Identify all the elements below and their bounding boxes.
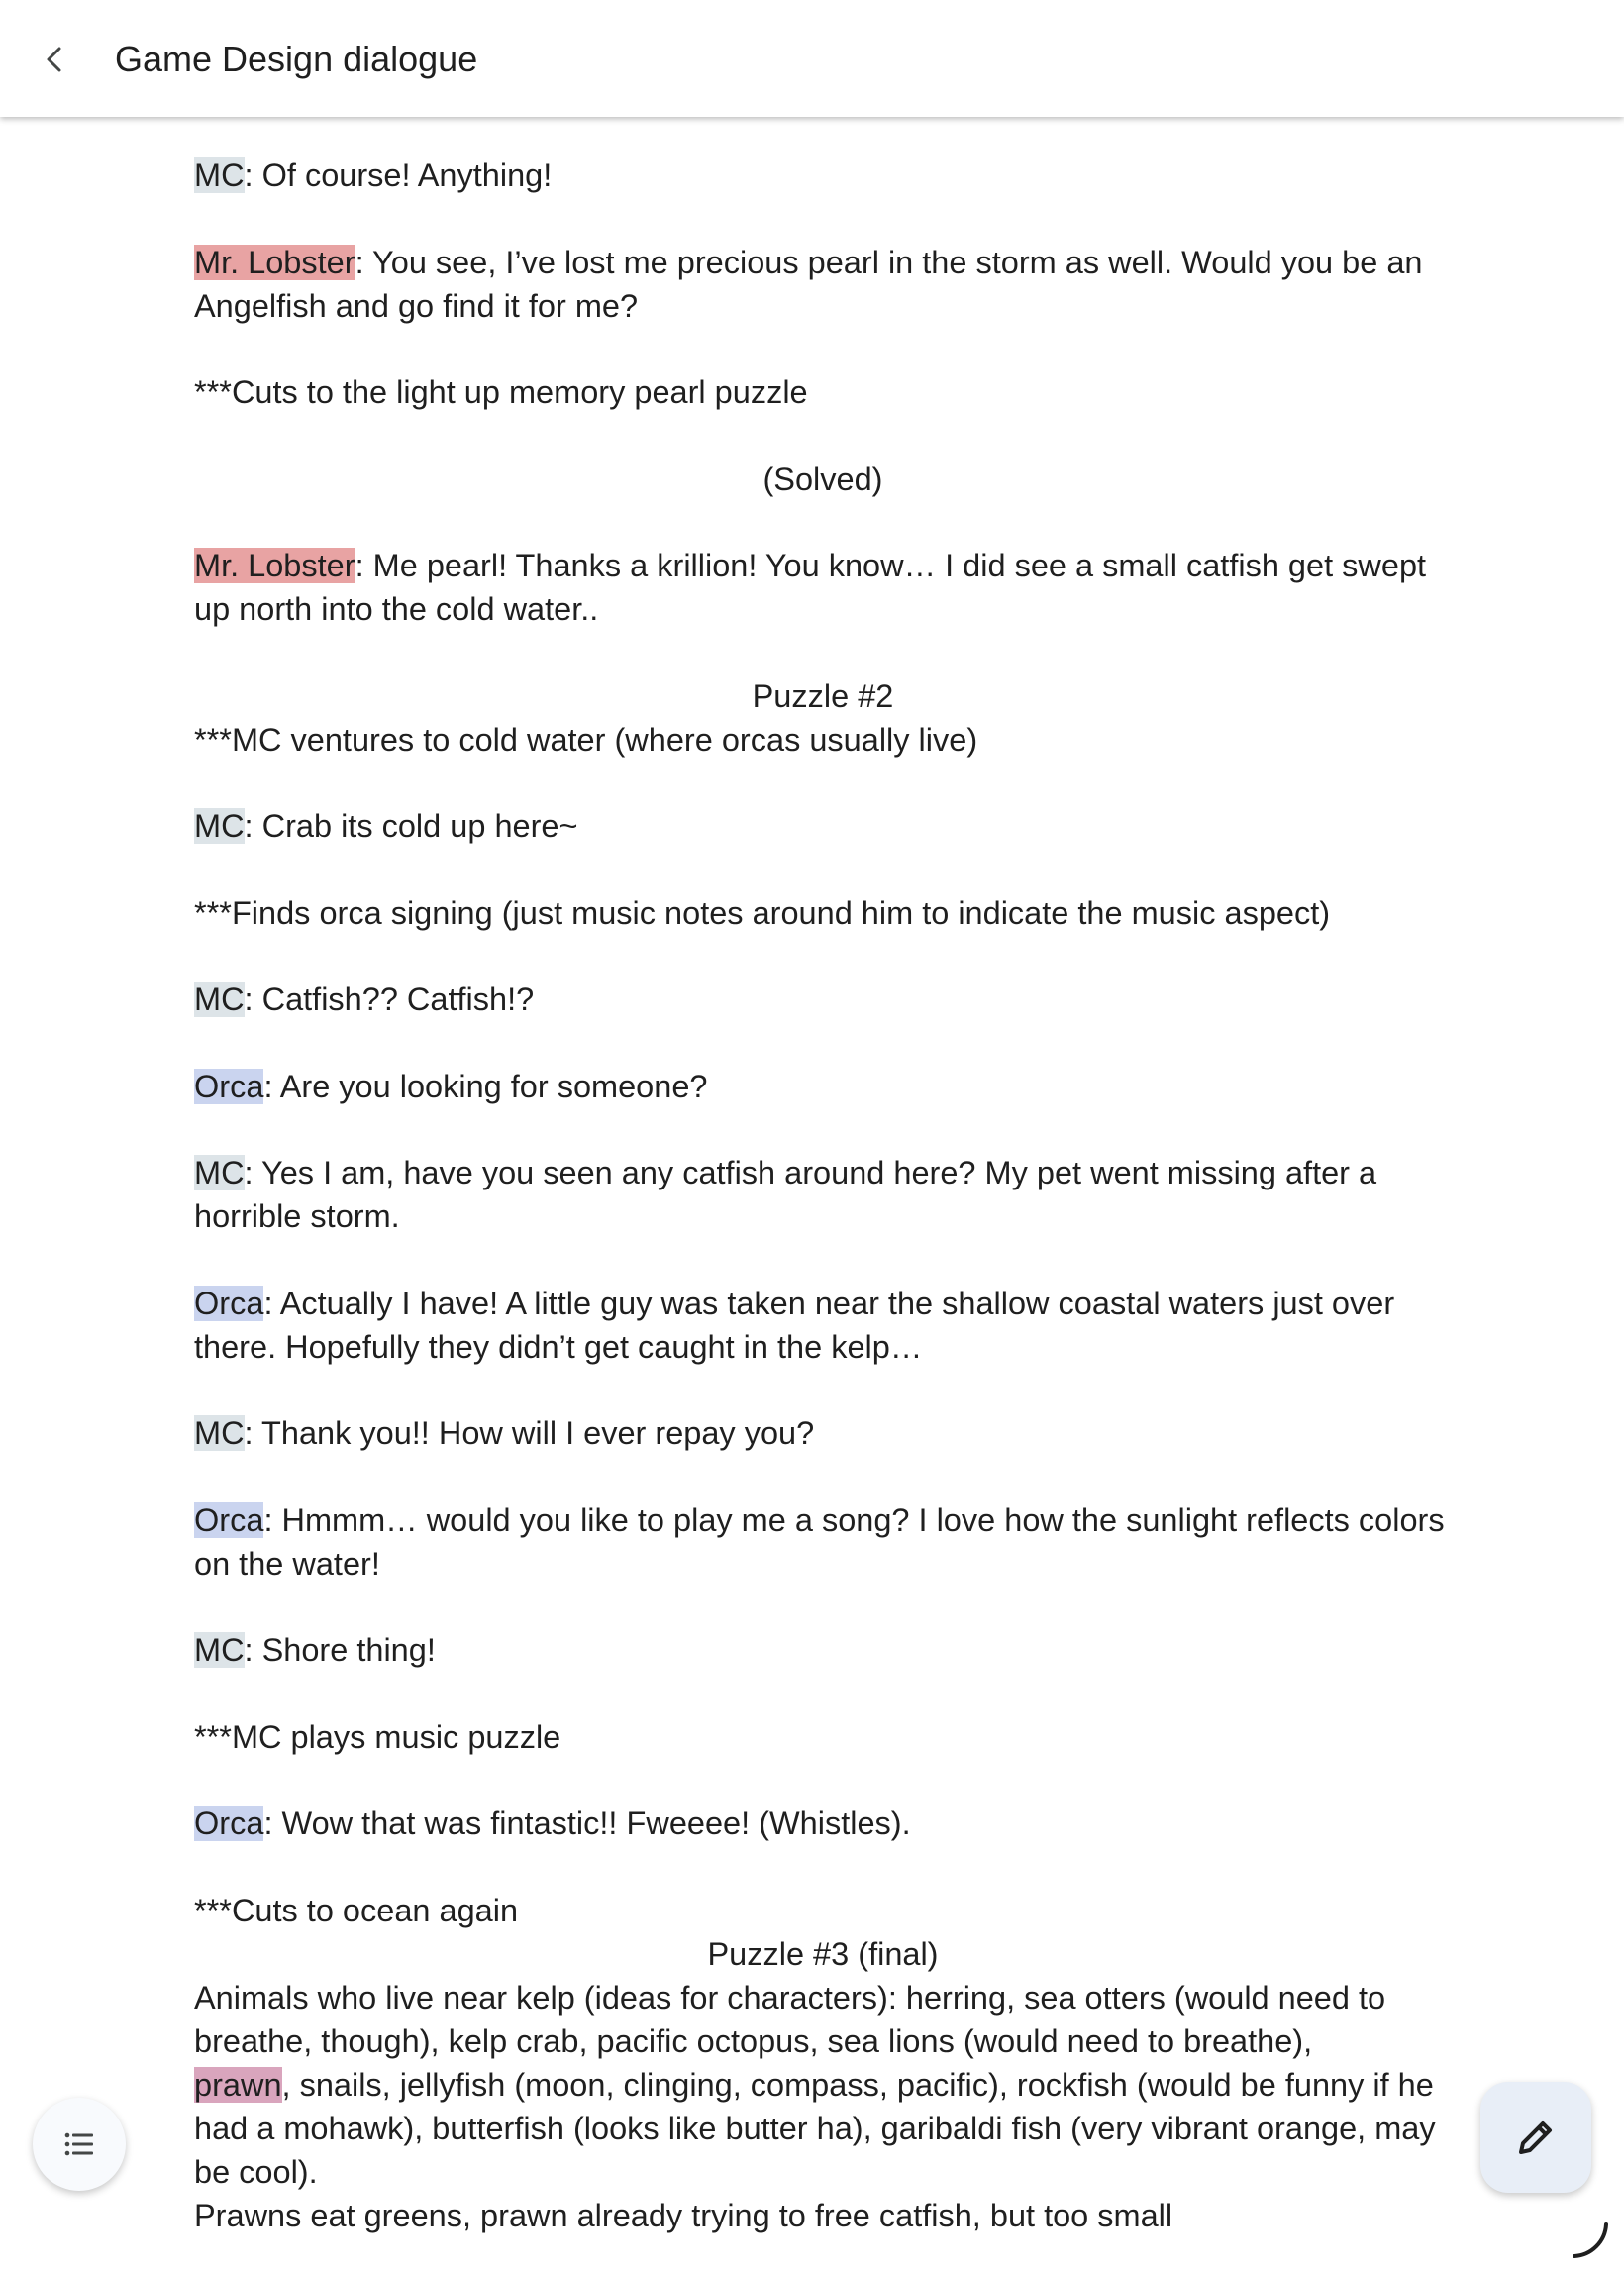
notes-paragraph: Prawns eat greens, prawn already trying to free catfish, but too small (194, 2197, 1173, 2233)
speaker-mc: MC (194, 808, 245, 844)
line-text: : Shore thing! (244, 1632, 436, 1668)
stage-direction: ***Finds orca signing (just music notes around him to indicate the music aspect) (194, 894, 1331, 931)
line-text: : Actually I have! A little guy was taken near the shallow coastal waters just over there. Hopefully they didn’t get caught in the kelp… (194, 1285, 1395, 1365)
edit-button[interactable] (1480, 2082, 1591, 2193)
dialogue-line (194, 1065, 1452, 1108)
puzzle-heading: Puzzle #2 (752, 677, 894, 714)
line-text: : Yes I am, have you seen any catfish around here? My pet went missing after a horrible storm. (194, 1155, 1377, 1234)
dialogue-line (194, 804, 1452, 848)
list-outline-icon (61, 2126, 97, 2162)
pencil-edit-icon (1512, 2114, 1560, 2161)
line-text: , snails, jellyfish (moon, clinging, compass, pacific), rockfish (would be funny if he had a mohawk), butterfish (looks like butter ha), garibaldi fish (very vibrant orange, may be cool). (194, 2066, 1436, 2190)
line-text: : Hmmm… would you like to play me a song? I love how the sunlight reflects colors on the water! (194, 1501, 1445, 1582)
notes-paragraph: Animals who live near kelp (ideas for characters): herring, sea otters (would need to breathe, though), kelp crab, pacific octopus, sea lions (would need to breathe), (194, 1979, 1386, 2059)
speaker-mr-lobster: Mr. Lobster (194, 244, 355, 280)
speaker-mc: MC (194, 1632, 245, 1668)
dialogue-line (194, 1802, 1452, 1845)
speaker-mc: MC (194, 157, 245, 193)
stage-direction: ***Cuts to the light up memory pearl puzzle (194, 374, 808, 410)
app-bar (0, 0, 1624, 117)
loading-spinner-icon (1569, 2219, 1612, 2262)
document-title: Game Design dialogue (115, 39, 478, 79)
dialogue-line (194, 1411, 1452, 1455)
dialogue-line (194, 544, 1452, 631)
line-text: : Of course! Anything! (244, 157, 553, 193)
dialogue-line (194, 1628, 1452, 1672)
speaker-orca: Orca (194, 1806, 264, 1841)
dialogue-line (194, 154, 1452, 197)
dialogue-line (194, 978, 1452, 1021)
outline-button[interactable] (33, 2098, 126, 2191)
speaker-mc: MC (194, 1415, 245, 1451)
line-text: : Catfish?? Catfish!? (244, 982, 535, 1017)
speaker-mc: MC (194, 1155, 245, 1190)
line-text: : Are you looking for someone? (263, 1068, 708, 1104)
chevron-left-icon (40, 44, 71, 75)
speaker-orca: Orca (194, 1285, 264, 1321)
solved-note: (Solved) (762, 461, 883, 497)
stage-direction: ***Cuts to ocean again (194, 1892, 519, 1928)
dialogue-line (194, 1499, 1452, 1586)
puzzle-heading: Puzzle #3 (final) (707, 1935, 939, 1972)
dialogue-line (194, 241, 1452, 328)
stage-direction: ***MC plays music puzzle (194, 1718, 561, 1755)
dialogue-line (194, 1151, 1452, 1238)
document-body[interactable] (194, 154, 1452, 2237)
speaker-mc: MC (194, 982, 245, 1017)
speaker-orca: Orca (194, 1501, 264, 1538)
highlight-prawn: prawn (194, 2066, 282, 2103)
stage-direction: ***MC ventures to cold water (where orcas usually live) (194, 721, 978, 758)
line-text: : Me pearl! Thanks a krillion! You know… I did see a small catfish get swept up north into the cold water.. (194, 548, 1427, 627)
speaker-orca: Orca (194, 1068, 264, 1104)
line-text: : Wow that was fintastic!! Fweeee! (Whistles). (263, 1806, 911, 1841)
speaker-mr-lobster: Mr. Lobster (194, 548, 355, 583)
back-button[interactable] (28, 32, 83, 87)
dialogue-line (194, 1282, 1452, 1369)
line-text: : Crab its cold up here~ (244, 808, 578, 844)
line-text: : Thank you!! How will I ever repay you? (244, 1415, 815, 1451)
line-text: : You see, I’ve lost me precious pearl in the storm as well. Would you be an Angelfish and go find it for me? (194, 244, 1423, 324)
notes-paragraph (194, 2063, 1452, 2194)
